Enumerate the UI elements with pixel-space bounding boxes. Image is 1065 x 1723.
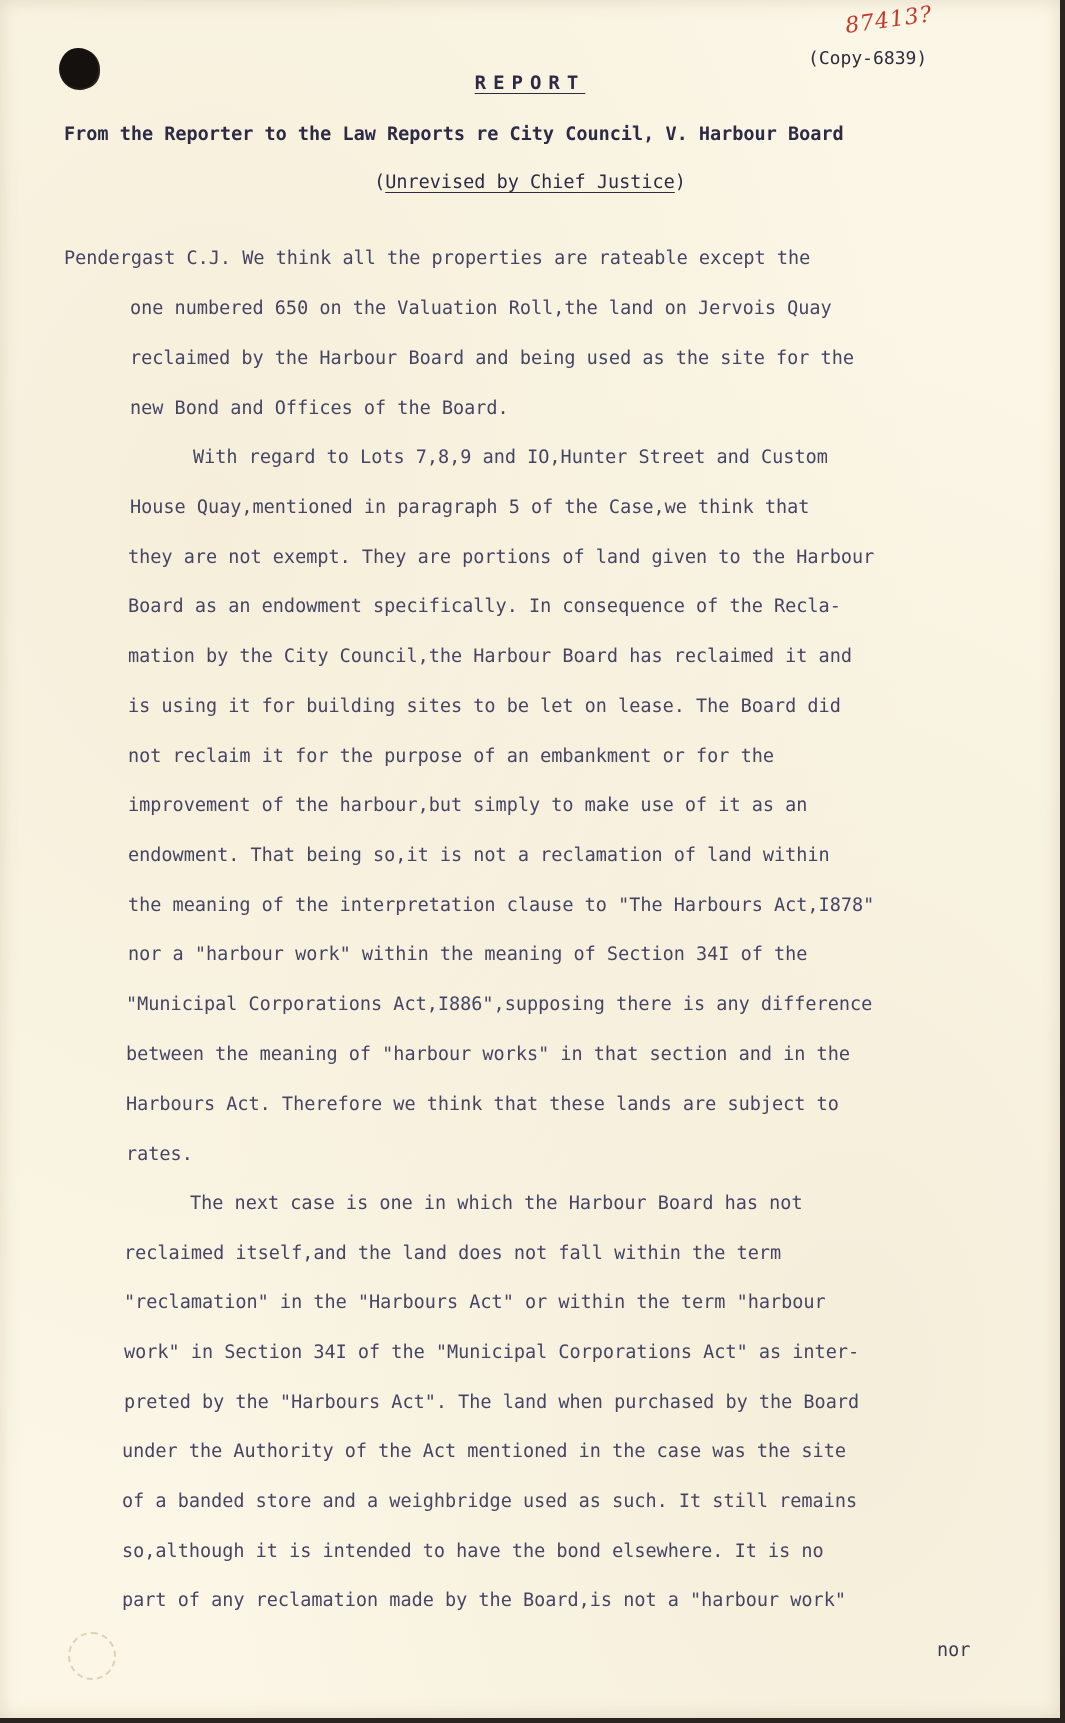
body-line: reclaimed itself,and the land does not fall within the term xyxy=(124,1243,782,1264)
report-title xyxy=(0,72,1060,94)
body-line: "Municipal Corporations Act,I886",supposing there is any difference xyxy=(126,994,873,1015)
body-line: under the Authority of the Act mentioned in the case was the site xyxy=(122,1441,846,1462)
body-line: not reclaim it for the purpose of an embankment or for the xyxy=(128,746,775,767)
body-line: Harbours Act. Therefore we think that these lands are subject to xyxy=(126,1094,839,1115)
body-line: so,although it is intended to have the bond elsewhere. It is no xyxy=(122,1541,824,1562)
copy-reference: (Copy-6839) xyxy=(808,48,928,69)
revision-note-close: ) xyxy=(674,172,686,193)
body-line: rates. xyxy=(126,1144,193,1165)
body-line: one numbered 650 on the Valuation Roll,the land on Jervois Quay xyxy=(130,298,832,319)
body-line: With regard to Lots 7,8,9 and IO,Hunter Street and Custom xyxy=(193,447,828,468)
body-line: nor a "harbour work" within the meaning of Section 34I of the xyxy=(128,944,808,965)
body-line: House Quay,mentioned in paragraph 5 of the Case,we think that xyxy=(130,497,810,518)
body-line: the meaning of the interpretation clause to "The Harbours Act,I878" xyxy=(128,895,875,916)
body-line: improvement of the harbour,but simply to make use of it as an xyxy=(128,795,808,816)
revision-note-open: ( xyxy=(374,172,386,193)
body-line: reclaimed by the Harbour Board and being used as the site for the xyxy=(130,348,854,369)
body-line: Pendergast C.J. We think all the properties are rateable except the xyxy=(64,248,811,269)
body-line: they are not exempt. They are portions of land given to the Harbour xyxy=(128,547,875,568)
body-line: is using it for building sites to be let on lease. The Board did xyxy=(128,696,841,717)
revision-note xyxy=(0,172,1060,193)
body-line: work" in Section 34I of the "Municipal Corporations Act" as inter- xyxy=(124,1342,860,1363)
body-line: part of any reclamation made by the Board,is not a "harbour work" xyxy=(122,1590,846,1611)
report-title-text: REPORT xyxy=(474,72,586,94)
paper-stain-mark xyxy=(68,1632,116,1680)
handwritten-annotation: 87413? xyxy=(843,2,935,39)
body-line: new Bond and Offices of the Board. xyxy=(130,398,509,419)
revision-note-text: Unrevised by Chief Justice xyxy=(385,172,675,193)
report-subtitle: From the Reporter to the Law Reports re City Council, V. Harbour Board xyxy=(64,124,844,145)
body-line: of a banded store and a weighbridge used as such. It still remains xyxy=(122,1491,858,1512)
body-line: preted by the "Harbours Act". The land when purchased by the Board xyxy=(124,1392,860,1413)
body-line: The next case is one in which the Harbour Board has not xyxy=(190,1193,803,1214)
body-line: Board as an endowment specifically. In consequence of the Recla- xyxy=(128,596,841,617)
body-line: endowment. That being so,it is not a reclamation of land within xyxy=(128,845,830,866)
body-line: mation by the City Council,the Harbour Board has reclaimed it and xyxy=(128,646,852,667)
body-line: "reclamation" in the "Harbours Act" or within the term "harbour xyxy=(124,1292,826,1313)
body-line: between the meaning of "harbour works" in that section and in the xyxy=(126,1044,850,1065)
catchword: nor xyxy=(937,1640,971,1661)
